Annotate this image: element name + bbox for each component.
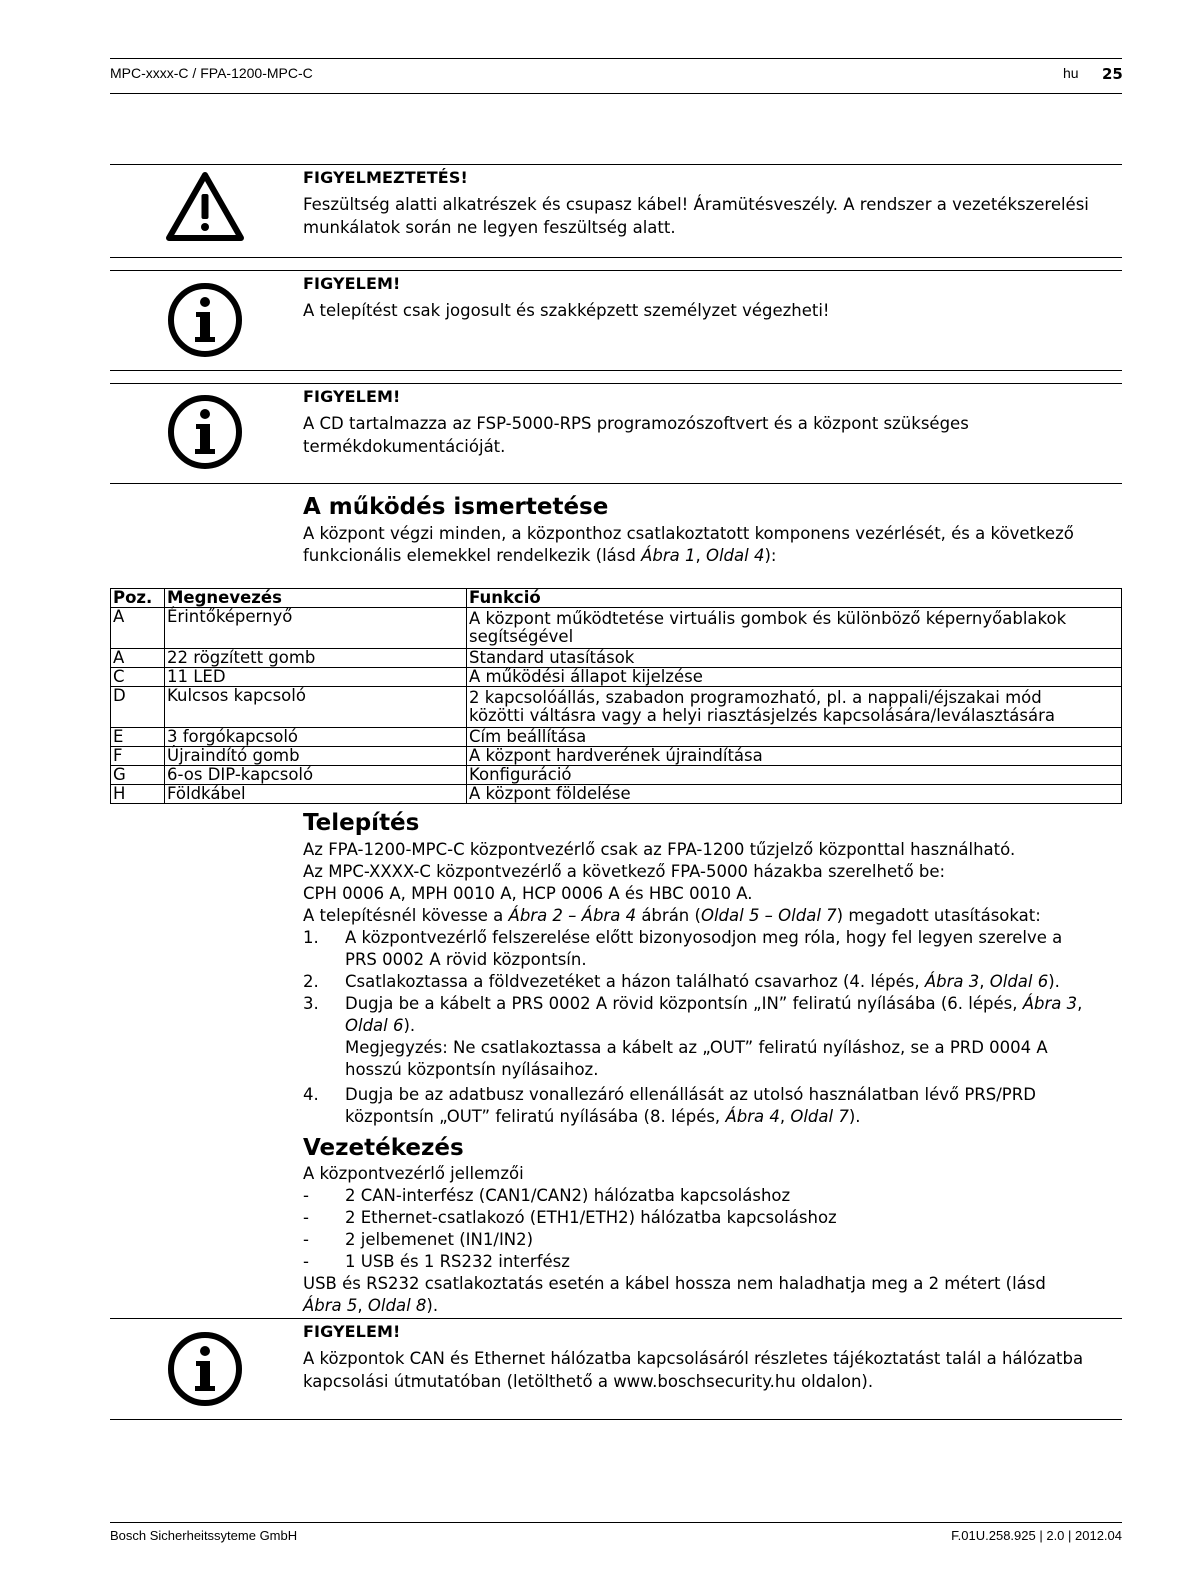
text-run: , xyxy=(695,546,706,565)
figure-ref: Ábra 4 xyxy=(725,1107,780,1126)
page-ref: Oldal 4 xyxy=(705,546,765,565)
paragraph-line: CPH 0006 A, MPH 0010 A, HCP 0006 A és HBC 0010 A. xyxy=(303,884,753,903)
step-item xyxy=(303,993,1103,1081)
table-cell: A xyxy=(111,649,165,668)
notice-rule xyxy=(110,257,1122,258)
notice-rule xyxy=(110,383,1122,384)
install-paragraph xyxy=(303,839,1041,927)
footer-rule xyxy=(110,1522,1122,1523)
figure-ref: Ábra 1 xyxy=(641,546,696,565)
text-run: A telepítésnél kövesse a xyxy=(303,906,509,925)
bullet-item xyxy=(303,1229,1103,1251)
step-item xyxy=(303,1084,1103,1128)
bullet-marker: - xyxy=(303,1230,309,1249)
section-heading: Telepítés xyxy=(303,810,420,836)
notice-text xyxy=(303,299,830,322)
step-number: 4. xyxy=(303,1085,319,1104)
wiring-intro: A központvezérlő jellemzői xyxy=(303,1164,524,1183)
page-number: 25 xyxy=(1102,65,1123,83)
notice-rule xyxy=(110,1318,1122,1319)
table-cell: F xyxy=(111,747,165,766)
figure-ref: Ábra 3 xyxy=(924,972,980,991)
text-run: , xyxy=(779,1107,791,1126)
section-heading-install xyxy=(303,810,419,836)
bullet-text: 2 jelbemenet (IN1/IN2) xyxy=(345,1230,534,1249)
info-icon xyxy=(166,281,244,359)
text-run: ábrán ( xyxy=(636,906,701,925)
page-ref: Oldal 6 xyxy=(345,1016,404,1035)
table-header-row xyxy=(111,589,1122,608)
step-line: Dugja be az adatbusz vonallezáró ellenállását az utolsó használatban lévő PRS/PRD xyxy=(345,1085,1036,1104)
section-heading-operation xyxy=(303,494,608,520)
table-row xyxy=(111,687,1122,728)
step-line xyxy=(345,993,1103,1015)
table-cell: Újraindító gomb xyxy=(165,747,467,766)
table-row xyxy=(111,785,1122,804)
text-run: ). xyxy=(426,1296,439,1315)
table-row xyxy=(111,728,1122,747)
section-heading-wiring xyxy=(303,1135,464,1161)
paragraph-line xyxy=(303,905,1041,927)
table-cell: 22 rögzített gomb xyxy=(165,649,467,668)
header-top-rule xyxy=(110,58,1122,59)
page-ref: Oldal 5 – Oldal 7 xyxy=(700,906,837,925)
notice-line: kapcsolási útmutatóban (letölthető a www.boschsecurity.hu oldalon). xyxy=(303,1372,874,1391)
table-cell: G xyxy=(111,766,165,785)
header-bottom-rule xyxy=(110,93,1122,94)
paragraph-line: Az MPC-XXXX-C központvezérlő a következő FPA-5000 házakba szerelhető be: xyxy=(303,862,946,881)
table-cell: 11 LED xyxy=(165,668,467,687)
page-ref: Oldal 7 xyxy=(790,1107,849,1126)
table-cell: Érintőképernyő xyxy=(165,608,467,649)
table-cell: 6-os DIP-kapcsoló xyxy=(165,766,467,785)
text-run: Dugja be a kábelt a PRS 0002 A rövid központsín „IN” feliratú nyílásába (6. lépés, xyxy=(345,994,1023,1013)
header-doc-title: MPC-xxxx-C / FPA-1200-MPC-C xyxy=(110,65,313,81)
component-table xyxy=(110,588,1122,804)
table-cell: H xyxy=(111,785,165,804)
warning-icon xyxy=(164,170,246,244)
notice-title: FIGYELEM! xyxy=(303,387,401,406)
step-line: A központvezérlő felszerelése előtt bizonyosodjon meg róla, hogy fel legyen szerelve a xyxy=(345,928,1063,947)
notice-title: FIGYELEM! xyxy=(303,1322,401,1341)
usb-paragraph xyxy=(303,1273,1046,1317)
operation-paragraph xyxy=(303,523,1074,567)
text-run: központsín „OUT” feliratú nyílásába (8. lépés, xyxy=(345,1107,726,1126)
bullet-text: 1 USB és 1 RS232 interfész xyxy=(345,1252,570,1271)
notice-rule xyxy=(110,1419,1122,1420)
step-item xyxy=(303,971,1103,993)
text-run: ): xyxy=(764,546,777,565)
table-cell xyxy=(467,608,1122,649)
bullet-text: 2 Ethernet-csatlakozó (ETH1/ETH2) hálózatba kapcsoláshoz xyxy=(345,1208,837,1227)
notice-line: munkálatok során ne legyen feszültség alatt. xyxy=(303,218,676,237)
table-cell: 3 forgókapcsoló xyxy=(165,728,467,747)
table-cell: C xyxy=(111,668,165,687)
wiring-bullets xyxy=(303,1185,1103,1273)
notice-text xyxy=(303,1347,1083,1393)
text-run: ) megadott utasításokat: xyxy=(836,906,1041,925)
cell-line: segítségével xyxy=(469,627,574,646)
table-cell: D xyxy=(111,687,165,728)
cell-line: közötti váltásra vagy a helyi riasztásjelzés kapcsolására/leválasztására xyxy=(469,706,1055,725)
figure-ref: Ábra 2 – Ábra 4 xyxy=(508,906,637,925)
section-heading: A működés ismertetése xyxy=(303,494,609,520)
paragraph-line: Az FPA-1200-MPC-C központvezérlő csak az FPA-1200 tűzjelző központtal használható. xyxy=(303,840,1016,859)
paragraph-line: USB és RS232 csatlakoztatás esetén a kábel hossza nem haladhatja meg a 2 métert (lásd xyxy=(303,1274,1046,1293)
table-cell: Kulcsos kapcsoló xyxy=(165,687,467,728)
notice-line: Feszültség alatti alkatrészek és csupasz kábel! Áramütésveszély. A rendszer a vezetékszerelési xyxy=(303,195,1089,214)
header-language: hu xyxy=(1063,65,1079,81)
table-row xyxy=(111,668,1122,687)
notice-line: A telepítést csak jogosult és szakképzett személyzet végezheti! xyxy=(303,301,830,320)
column-header-pos: Poz. xyxy=(111,589,165,608)
step-line xyxy=(345,1015,1103,1037)
notice-text xyxy=(303,412,969,458)
text-run: , xyxy=(1077,994,1083,1013)
text-run: funkcionális elemekkel rendelkezik (lásd xyxy=(303,546,642,565)
cell-line: A központ működtetése virtuális gombok és különböző képernyőablakok xyxy=(469,609,1067,628)
column-header-name: Megnevezés xyxy=(165,589,467,608)
figure-ref: Ábra 5 xyxy=(303,1296,358,1315)
table-cell: A xyxy=(111,608,165,649)
text-run: , xyxy=(357,1296,368,1315)
table-row xyxy=(111,766,1122,785)
notice-line: termékdokumentációját. xyxy=(303,437,506,456)
install-steps xyxy=(303,927,1103,1128)
table-cell: Földkábel xyxy=(165,785,467,804)
info-icon xyxy=(166,1330,244,1408)
text-run: , xyxy=(979,972,990,991)
step-number: 3. xyxy=(303,994,319,1013)
table-cell xyxy=(467,687,1122,728)
bullet-item xyxy=(303,1185,1103,1207)
notice-text xyxy=(303,193,1089,239)
table-cell: Cím beállítása xyxy=(467,728,1122,747)
text-run: ). xyxy=(403,1016,416,1035)
footer-doc-id: F.01U.258.925 | 2.0 | 2012.04 xyxy=(951,1528,1122,1543)
figure-ref: Ábra 3 xyxy=(1022,994,1078,1013)
table-cell: Standard utasítások xyxy=(467,649,1122,668)
notice-rule xyxy=(110,370,1122,371)
table-cell: A központ földelése xyxy=(467,785,1122,804)
notice-rule xyxy=(110,270,1122,271)
section-heading: Vezetékezés xyxy=(303,1135,464,1161)
paragraph-line xyxy=(303,545,1074,567)
column-header-function: Funkció xyxy=(467,589,1122,608)
bullet-item xyxy=(303,1207,1103,1229)
text-run: Csatlakoztassa a földvezetéket a házon található csavarhoz (4. lépés, xyxy=(345,972,925,991)
text-run: ). xyxy=(848,1107,861,1126)
text-run: ). xyxy=(1048,972,1060,991)
table-cell: A központ hardverének újraindítása xyxy=(467,747,1122,766)
paragraph-line: A központ végzi minden, a központhoz csatlakoztatott komponens vezérlését, és a következő xyxy=(303,524,1074,543)
table-row xyxy=(111,747,1122,766)
notice-line: A CD tartalmazza az FSP-5000-RPS programozószoftvert és a központ szükséges xyxy=(303,414,969,433)
notice-title: FIGYELEM! xyxy=(303,274,401,293)
bullet-marker: - xyxy=(303,1252,309,1271)
bullet-text: 2 CAN-interfész (CAN1/CAN2) hálózatba kapcsoláshoz xyxy=(345,1186,791,1205)
notice-line: A központok CAN és Ethernet hálózatba kapcsolásáról részletes tájékoztatást talál a hálózatba xyxy=(303,1349,1084,1368)
info-icon xyxy=(166,393,244,471)
notice-rule xyxy=(110,483,1122,484)
step-note: hosszú központsín nyílásaihoz. xyxy=(345,1060,599,1079)
page-ref: Oldal 6 xyxy=(989,972,1049,991)
bullet-marker: - xyxy=(303,1186,309,1205)
step-line xyxy=(345,1106,1103,1128)
notice-title: FIGYELMEZTETÉS! xyxy=(303,168,468,187)
step-item xyxy=(303,927,1103,971)
table-cell: A működési állapot kijelzése xyxy=(467,668,1122,687)
step-line: PRS 0002 A rövid központsín. xyxy=(345,950,587,969)
table-cell: E xyxy=(111,728,165,747)
step-note: Megjegyzés: Ne csatlakoztassa a kábelt az „OUT” feliratú nyíláshoz, se a PRD 0004 A xyxy=(345,1038,1048,1057)
step-number: 1. xyxy=(303,928,319,947)
bullet-item xyxy=(303,1251,1103,1273)
table-row xyxy=(111,649,1122,668)
paragraph-line xyxy=(303,1295,1046,1317)
notice-rule xyxy=(110,164,1122,165)
step-line xyxy=(345,971,1103,993)
cell-line: 2 kapcsolóállás, szabadon programozható, pl. a nappali/éjszakai mód xyxy=(469,688,1042,707)
step-number: 2. xyxy=(303,972,319,991)
table-row xyxy=(111,608,1122,649)
footer-company: Bosch Sicherheitssyteme GmbH xyxy=(110,1528,298,1543)
table-cell: Konfiguráció xyxy=(467,766,1122,785)
page-ref: Oldal 8 xyxy=(367,1296,427,1315)
bullet-marker: - xyxy=(303,1208,309,1227)
